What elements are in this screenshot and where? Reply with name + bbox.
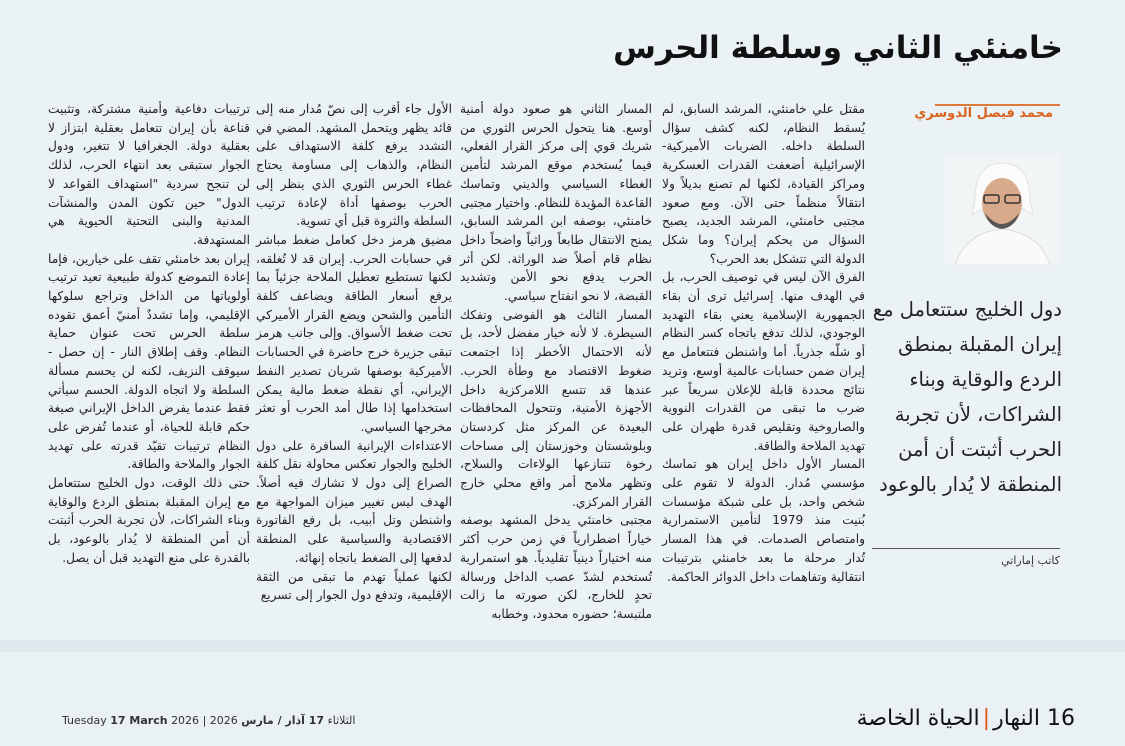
section-separator: | (982, 706, 991, 731)
date-en-year: 2026 (171, 714, 200, 727)
article-column-1 (662, 100, 865, 586)
article-title: خامنئي الثاني وسلطة الحرس (613, 30, 1063, 66)
author-photo (945, 155, 1060, 265)
paragraph: الاعتداءات الإيرانية السافرة على دول الخليج والجوار تعكس محاولة نقل كلفة الصراع إلى دول لا تشارك فيه أصلاً. الهدف ليس تغيير ميزان المواجهة مع واشنطن وتل أبيب، بل رفع الفاتورة الاقتصادية والسياسية على المنطقة لدفعها إلى الضغط باتجاه إنهائه. (256, 438, 452, 565)
pull-quote: دول الخليج ستتعامل مع إيران المقبلة بمنطق الردع والوقاية وبناء الشراكات، لأن تجربة الحرب أثبتت أن أمن المنطقة لا يُدار بالوعود (872, 298, 1062, 496)
paragraph: حتى ذلك الوقت، دول الخليج ستتعامل مع إيران المقبلة بمنطق الردع والوقاية وبناء الشراكات، لأن تجربة الحرب أثبتت أن أمن المنطقة لا يُدار بالوعود، بل بالقدرة على منع التهديد قبل أن يصل. (48, 476, 250, 565)
paragraph: مقتل علي خامنئي، المرشد السابق، لم يُسقط النظام، لكنه كشف سؤال السلطة داخله. الضربات الأميركية-الإسرائيلية أضعفت القدرات العسكرية ومراكز القيادة، لكنها لم تصنع بديلاً ولا انتقالاً منظماً حتى الآن. ومع صعود مجتبى خامنئي، المرشد الجديد، يصبح السؤال من يحكم إيران؟ وما شكل الدولة التي تتشكل بعد الحرب؟ (662, 102, 865, 266)
author-role: كاتب إماراتي (1001, 554, 1060, 567)
date-en: 17 March (110, 714, 168, 727)
paragraph: المسار الثاني هو صعود دولة أمنية أوسع. هنا يتحول الحرس الثوري من شريك قوي إلى مركز القرار الفعلي، فيما يُستخدم موقع المرشد لتأمين الغطاء السياسي والديني وتماسك القاعدة المؤيدة للنظام. واختيار مجتبى خامنئي، بوصفه ابن المرشد السابق، يمنح الانتقال طابعاً وراثياً واضحاً داخل نظام قام أصلاً ضد الوراثة. لكن أثر الحرب يدفع نحو الأمن وتشديد القبضة، لا نحو انفتاح سياسي. (460, 102, 652, 304)
paragraph: لكنها عملياً تهدم ما تبقى من الثقة الإقليمية، وتدفع دول الجوار إلى تسريع (256, 569, 452, 603)
quote-divider (872, 548, 1060, 549)
date-ar: 17 آذار / مارس (241, 714, 325, 727)
paragraph: الأول جاء أقرب إلى نصّ مُدار منه إلى قائد يظهر ويتحمل المشهد. المضي في التشدد يرفع كلفة الاستهداف على النظام، والذهاب إلى مساومة يحتاج غطاء الحرس الثوري الذي ينظر إلى الحرب بوصفها أداة لإعادة ترتيب السلطة والثروة قبل أي تسوية. (256, 102, 452, 229)
page-footer (0, 652, 1125, 746)
article-column-2 (460, 100, 652, 624)
date-en-day: Tuesday (62, 714, 107, 727)
date-divider: | (202, 714, 207, 727)
section-header (857, 706, 1075, 731)
paragraph: مجتبى خامنئي يدخل المشهد بوصفه خياراً اضطرارياً في زمن حرب أكثر منه اختياراً دينياً تقليدياً. هو استمرارية تُستخدم لشدّ عصب الداخل ورسالة تحدٍ للخارج، لكن صورته ما زالت ملتبسة؛ حضوره محدود، وخطابه (460, 513, 652, 621)
paragraph: مضيق هرمز دخل كعامل ضغط مباشر في حسابات الحرب. إيران قد لا تُغلقه، لكنها تستطيع تعطيل الملاحة جزئياً بما يرفع أسعار الطاقة ويضاعف كلفة التأمين والشحن ويضع القرار الأميركي تحت ضغط الأسواق. وإلى جانب هرمز تبقى جزيرة خرج حاضرة في الحسابات الأميركية بوصفها شريان تصدير النفط الإيراني، أي نقطة ضغط مالية يمكن استخدامها إذا طال أمد الحرب أو تعثر مخرجها السياسي. (256, 232, 452, 434)
article-column-3 (256, 100, 452, 605)
paragraph: المسار الأول داخل إيران هو تماسك مؤسسي مُدار. الدولة لا تقوم على شخص واحد، بل على شبكة مؤسسات بُنيت منذ 1979 لتأمين الاستمرارية وامتصاص الصدمات. في هذا المسار تُدار مرحلة ما بعد خامنئي بترتيبات انتقالية وتفاهمات داخل الدوائر الحاكمة. (662, 457, 865, 584)
page-gap (0, 640, 1125, 652)
paragraph: إيران بعد خامنئي تقف على خيارين، فإما إعادة التموضع كدولة طبيعية تعيد ترتيب أولوياتها من الداخل وتراجع سلوكها الإقليمي، وإما تشددٌ أمنيّ أعمق تقوده سلطة الحرس تحت عنوان حماية النظام. وقف إطلاق النار - إن حصل - سيوقف النزيف، لكنه لن يحسم مسألة السلطة ولا اتجاه الدولة. الحسم سيأتي فقط عندما يفرض الداخل الإيراني صيغة حكم قابلة للحياة، أو عندما تُفرض على النظام ترتيبات تقيّد قدرته على تهديد الجوار والملاحة والطاقة. (48, 251, 250, 472)
paragraph: الفرق الآن ليس في توصيف الحرب، بل في الهدف منها. إسرائيل ترى أن بقاء الجمهورية الإسلامية يعني بقاء التهديد الوجودي، لذلك تدفع باتجاه كسر النظام أو شلّه جذرياً. أما واشنطن فتتعامل مع إيران ضمن حسابات عالمية أوسع، وتريد نتائج محددة قابلة للإعلان سريعاً عبر ضرب ما تبقى من القدرات النووية والصاروخية وتقليص قدرة طهران على تهديد الملاحة والطاقة. (662, 270, 865, 453)
paragraph: ترتيبات دفاعية وأمنية مشتركة، وتثبيت قناعة بأن إيران تتعامل بعقلية ابتزاز لا بعقلية دولة. الجغرافيا لا تتغير، ودول الجوار ستبقى بعد انتهاء الحرب، لذلك لن تنجح سردية "استهداف القواعد لا الدول" حين تكون المدن والمنشآت المدنية والبنى التحتية الحيوية هي المستهدفة. (48, 102, 250, 247)
section-name: الحياة الخاصة (856, 706, 980, 731)
page-number: 16 (1047, 706, 1075, 731)
date-ar-day: الثلاثاء (327, 714, 356, 727)
article-column-4 (48, 100, 250, 568)
author-name: محمد فيصل الدوسري (914, 106, 1053, 121)
issue-date (62, 714, 355, 727)
paragraph: المسار الثالث هو الفوضى وتفكك السيطرة. لا لأنه خيار مفضل لأحد، بل لأنه الاحتمال الأخطر إذا اجتمعت ضغوط الاقتصاد مع وطأة الحرب. عندها قد تتسع اللامركزية داخل الأجهزة الأمنية، وتتحول المحافظات البعيدة عن المركز مثل كردستان وبلوشستان وخوزستان إلى مساحات رخوة تتنازعها الولاءات والسلاح، وتظهر ملامح أمر واقع محلي خارج القرار المركزي. (460, 307, 652, 509)
newspaper-name: النهار (993, 706, 1040, 731)
author-portrait-icon (945, 155, 1060, 265)
date-ar-year: 2026 (209, 714, 238, 727)
